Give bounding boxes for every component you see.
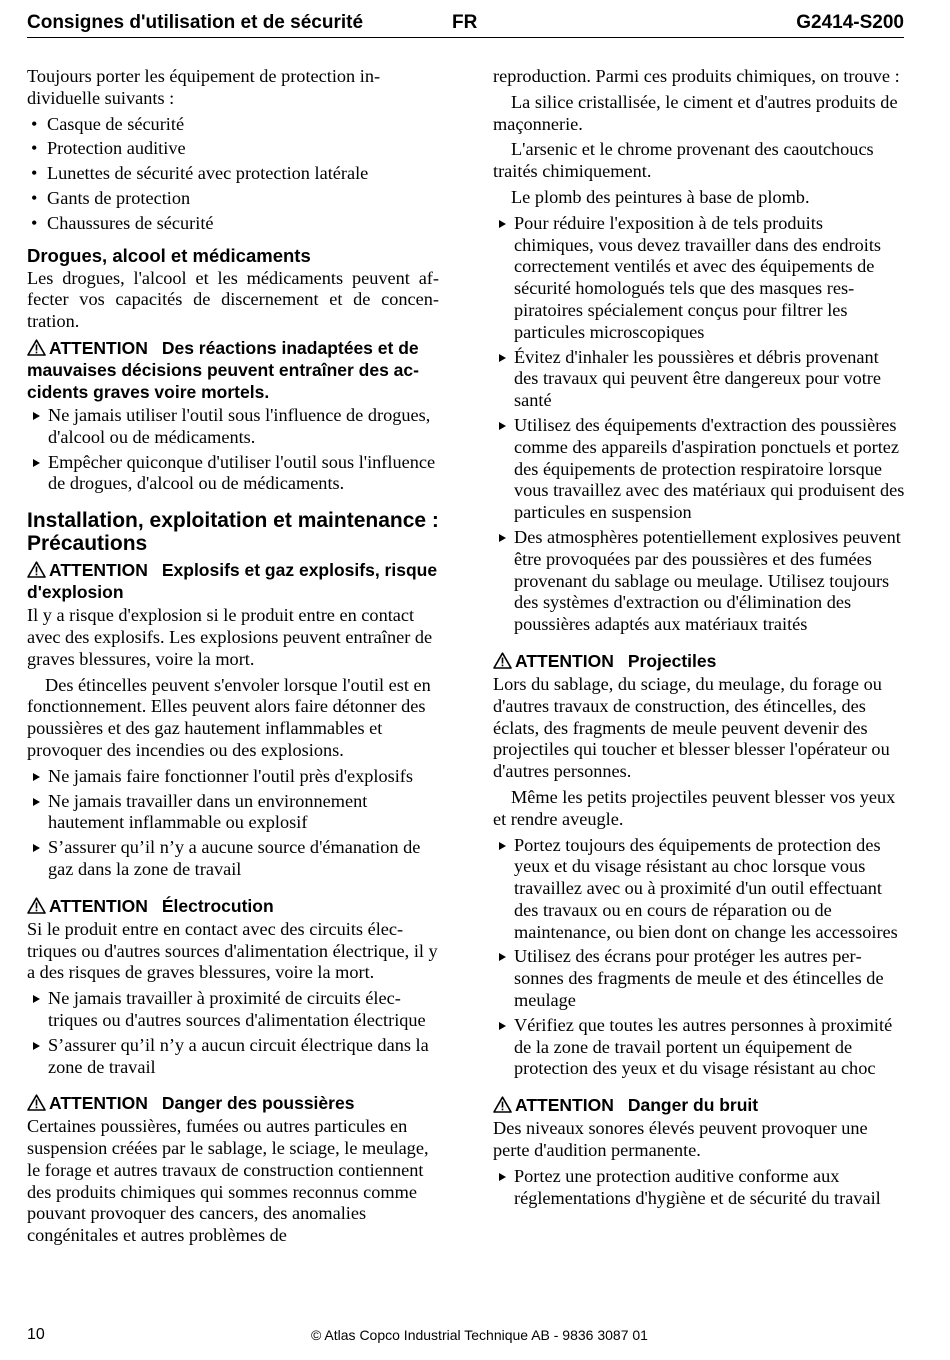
list-item: Ne jamais travailler à proximité de circuits électriques ou d'autres sources d'alimentation électrique <box>27 988 439 1032</box>
list-item: • Casque de sécurité <box>27 114 439 136</box>
ppe-intro: Toujours porter les équipement de protection individuelle suivants : <box>27 66 381 108</box>
projectiles-instructions <box>493 835 905 1081</box>
warning-title: Des réactions inadaptées et de mauvaises décisions peuvent entraîner des accidents graves voire mortels. <box>27 337 419 402</box>
dust-chemical-2: L'arsenic et le chrome provenant des caoutchoucs traités chimiquement. <box>493 139 874 182</box>
left-column <box>27 66 439 1251</box>
list-item: Ne jamais travailler dans un environnement hautement inflammable ou explosif <box>27 791 439 835</box>
warning-title: Électrocution <box>161 895 274 916</box>
list-item: Empêcher quiconque d'utiliser l'outil sous l'influence de drogues, d'alcool ou de médicaments. <box>27 452 439 496</box>
header-language: FR <box>452 12 478 33</box>
list-item: Évitez d'inhaler les poussières et débris provenant des travaux qui peuvent être dangereux pour votre santé <box>493 347 905 412</box>
ppe-list <box>27 114 439 235</box>
warning-label: ATTENTION <box>49 560 148 581</box>
warning-triangle-icon <box>493 1096 512 1113</box>
electro-instructions <box>27 988 439 1078</box>
projectiles-text-1: Lors du sablage, du sciage, du meulage, du forage ou d'autres travaux de construction, des étincelles, des éclats, des fragments de meule peuvent devenir des projectiles qui toucher et blesser blesser l'opérateur ou d'autres personnes. <box>493 673 890 782</box>
page-footer <box>27 1326 904 1346</box>
warning-label: ATTENTION <box>515 1095 614 1116</box>
warning-label: ATTENTION <box>515 650 614 671</box>
explosive-text-2: Des étincelles peuvent s'envoler lorsque l'outil est en fonctionnement. Elles peuvent alors faire détonner des poussières et des gaz hautement inflammables et provoquer des incendies ou des explosions. <box>27 674 431 760</box>
install-heading: Installation, exploitation et maintenance : Précautions <box>27 509 439 556</box>
warning-triangle-icon <box>27 339 46 356</box>
list-item: • Chaussures de sécurité <box>27 213 439 235</box>
copyright: © Atlas Copco Industrial Technique AB - 9836 3087 01 <box>311 1327 648 1343</box>
list-item: Vérifiez que toutes les autres personnes à proximité de la zone de travail portent un équipement de protection des yeux et du visage résistant au choc <box>493 1015 905 1080</box>
electro-text: Si le produit entre en contact avec des circuits électriques ou d'autres sources d'alimentation électrique, il y a des risques de graves blessures, voire la mort. <box>27 918 438 983</box>
header-model: G2414-S200 <box>796 12 904 33</box>
warning-title: Danger du bruit <box>627 1095 759 1116</box>
list-item: Ne jamais utiliser l'outil sous l'influence de drogues, d'alcool ou de médicaments. <box>27 405 439 449</box>
drugs-instructions <box>27 405 439 495</box>
drugs-warning <box>27 337 439 403</box>
dust-text-continued: reproduction. Parmi ces produits chimiques, on trouve : <box>493 66 900 86</box>
warning-triangle-icon <box>27 561 46 578</box>
header-title: Consignes d'utilisation et de sécurité <box>27 12 364 33</box>
list-item: Portez une protection auditive conforme aux réglementations d'hygiène et de sécurité du travail <box>493 1166 905 1210</box>
drugs-heading: Drogues, alcool et médicaments <box>27 244 311 266</box>
explosive-instructions <box>27 766 439 881</box>
page-header <box>27 10 904 38</box>
projectiles-warning <box>493 650 905 672</box>
dust-chemical-1: La silice cristallisée, le ciment et d'autres produits de maçonnerie. <box>493 91 898 134</box>
list-item: S’assurer qu’il n’y a aucune source d'émanation de gaz dans la zone de travail <box>27 837 439 881</box>
list-item: Utilisez des écrans pour protéger les autres personnes des fragments de meule et des étincelles de meulage <box>493 946 905 1011</box>
warning-triangle-icon <box>493 652 512 669</box>
noise-instructions <box>493 1166 905 1210</box>
right-column <box>493 66 905 1214</box>
noise-warning <box>493 1094 905 1116</box>
dust-instructions <box>493 213 905 636</box>
warning-label: ATTENTION <box>49 895 148 916</box>
dust-text: Certaines poussières, fumées ou autres particules en suspension créées par le sablage, le sciage, le meulage, le forage et autres travaux de construction contiennent des produits chimiques qui sommes reconnus comme pouvant provoquer des cancers, des anomalies congénitales et autres problèmes de <box>27 1116 429 1246</box>
explosive-warning <box>27 559 439 603</box>
warning-label: ATTENTION <box>49 1093 148 1114</box>
warning-title: Projectiles <box>627 650 717 671</box>
warning-label: ATTENTION <box>49 337 148 358</box>
warning-triangle-icon <box>27 1094 46 1111</box>
warning-triangle-icon <box>27 897 46 914</box>
list-item: • Protection auditive <box>27 138 439 160</box>
drugs-text: Les drogues, l'alcool et les médicaments peuvent affecter vos capacités de discernement et de concentration. <box>27 267 439 332</box>
projectiles-text-2: Même les petits projectiles peuvent blesser vos yeux et rendre aveugle. <box>493 786 896 829</box>
list-item: Ne jamais faire fonctionner l'outil près d'explosifs <box>27 766 439 788</box>
list-item: Des atmosphères potentiellement explosives peuvent être provoquées par des poussières et des fumées provenant du sablage ou meulage. Utilisez toujours des systèmes d'extraction ou d'élimination des poussières adaptés aux matériaux traités <box>493 527 905 636</box>
list-item: Portez toujours des équipements de protection des yeux et du visage résistant au choc lorsque vous travaillez avec ou à proximité d'un outil effectuant des travaux ou en cours de réparation ou de maintenance, ou bien dont on change les accessoires <box>493 835 905 944</box>
list-item: • Gants de protection <box>27 188 439 210</box>
list-item: • Lunettes de sécurité avec protection latérale <box>27 163 439 185</box>
electro-warning <box>27 895 439 917</box>
warning-title: Danger des poussières <box>161 1093 355 1114</box>
dust-chemical-3: Le plomb des peintures à base de plomb. <box>511 186 810 207</box>
list-item: S’assurer qu’il n’y a aucun circuit électrique dans la zone de travail <box>27 1035 439 1079</box>
warning-title: Explosifs et gaz explosifs, risque d'explosion <box>27 560 438 603</box>
list-item: Pour réduire l'exposition à de tels produits chimiques, vous devez travailler dans des endroits correctement ventilés et avec des équipements de sécurité homologués tels que des masques respiratoires spécialement conçus pour filtrer les particules microscopiques <box>493 213 905 344</box>
page-number: 10 <box>27 1326 45 1343</box>
explosive-text-1: Il y a risque d'explosion si le produit entre en contact avec des explosifs. Les explosions peuvent entraîner de graves blessures, voire la mort. <box>27 605 433 669</box>
dust-warning <box>27 1092 439 1114</box>
list-item: Utilisez des équipements d'extraction des poussières comme des appareils d'aspiration ponctuels et portez des équipements de protection respiratoire lorsque vous travaillez avec des matériaux qui produisent des particules en suspension <box>493 415 905 524</box>
noise-text: Des niveaux sonores élevés peuvent provoquer une perte d'audition permanente. <box>493 1118 868 1161</box>
